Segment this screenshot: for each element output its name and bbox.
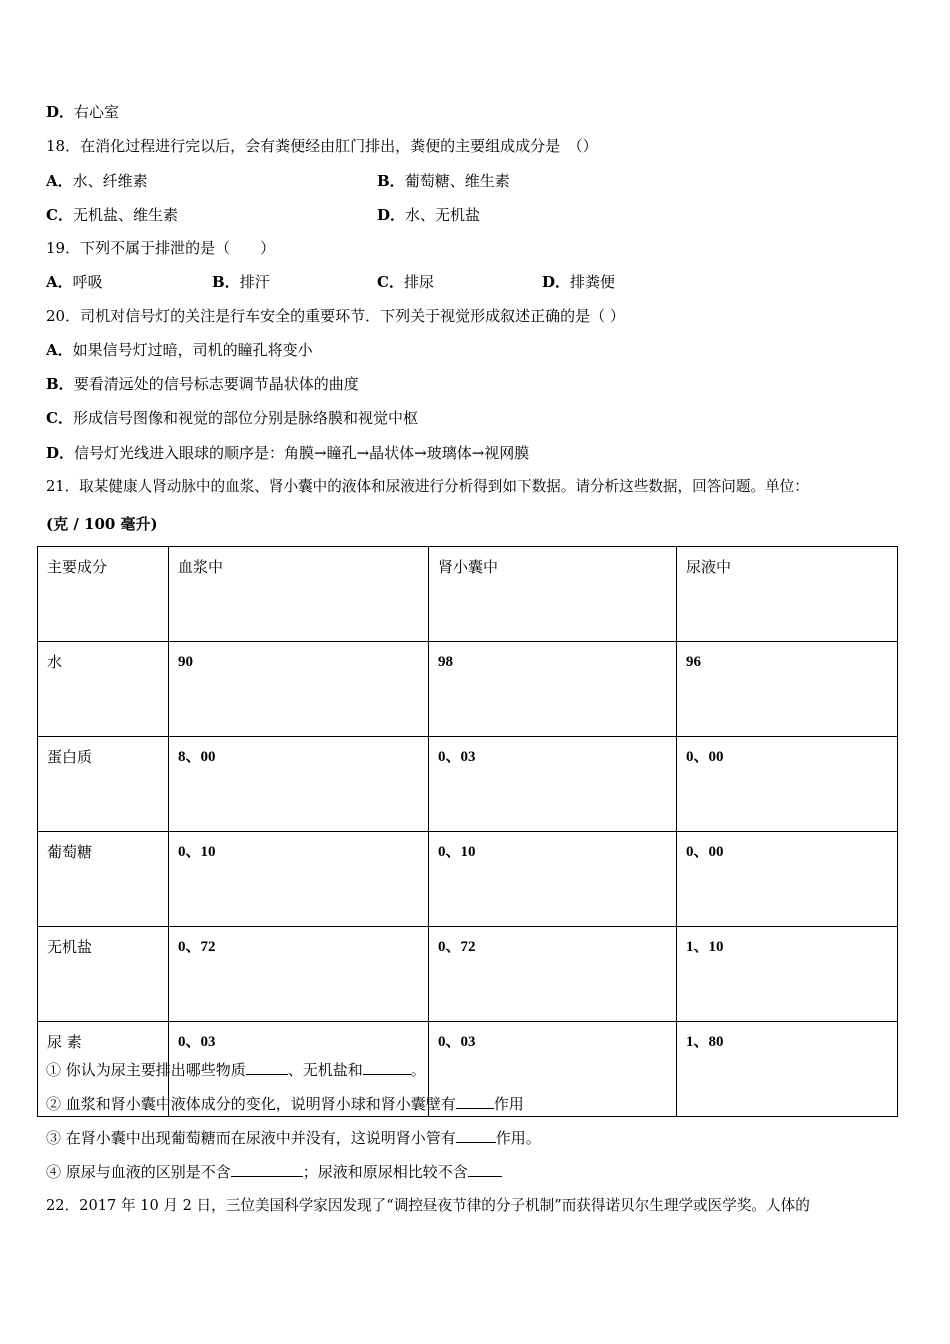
table-header-cell: 尿液中 (677, 547, 898, 642)
q18-stem: 18．在消化过程进行完以后，会有粪便经由肛门排出，粪便的主要组成成分是 （） (46, 137, 598, 155)
table-cell: 0、00 (677, 737, 898, 832)
table-cell: 0、00 (677, 832, 898, 927)
q18-option-b: B．葡萄糖、维生素 (377, 172, 510, 190)
table-cell: 0、10 (429, 832, 677, 927)
table-cell: 1、80 (677, 1022, 898, 1117)
table-header-cell: 肾小囊中 (429, 547, 677, 642)
table-header-row (38, 547, 898, 642)
q21-unit: (克 / 100 毫升) (46, 515, 158, 533)
q19-stem: 19．下列不属于排泄的是（ ） (46, 239, 276, 257)
q21-sub-3: ③ 在肾小囊中出现葡萄糖而在尿液中并没有，这说明肾小管有 作用。 (46, 1129, 541, 1147)
answer-blank[interactable] (231, 1162, 303, 1177)
table-cell: 无机盐 (38, 927, 169, 1022)
q19-option-c: C．排尿 (377, 273, 434, 291)
table-row (38, 642, 898, 737)
q19-option-a: A．呼吸 (46, 273, 103, 291)
q18-option-d: D．水、无机盐 (377, 206, 481, 224)
q20-option-d: D．信号灯光线进入眼球的顺序是：角膜→瞳孔→晶状体→玻璃体→视网膜 (46, 444, 530, 462)
table-row (38, 832, 898, 927)
table-cell: 0、03 (429, 1022, 677, 1117)
table-cell: 葡萄糖 (38, 832, 169, 927)
table-cell: 0、03 (169, 1022, 429, 1117)
q21-stem: 21．取某健康人肾动脉中的血浆、肾小囊中的液体和尿液进行分析得到如下数据。请分析这些数据，回答问题。单位： (46, 478, 809, 495)
answer-blank[interactable] (468, 1162, 502, 1177)
q20-option-b: B．要看清远处的信号标志要调节晶状体的曲度 (46, 375, 359, 393)
q21-data-table (37, 546, 898, 1117)
table-cell: 蛋白质 (38, 737, 169, 832)
table-cell: 0、72 (169, 927, 429, 1022)
q20-option-a: A．如果信号灯过暗，司机的瞳孔将变小 (46, 341, 313, 359)
q19-option-d: D．排粪便 (542, 273, 616, 291)
table-cell: 90 (169, 642, 429, 737)
table-header-cell: 主要成分 (38, 547, 169, 642)
table-cell: 尿 素 (38, 1022, 169, 1117)
q20-stem: 20．司机对信号灯的关注是行车安全的重要环节．下列关于视觉形成叙述正确的是（ ） (46, 307, 625, 325)
table-row (38, 737, 898, 832)
q22-stem: 22．2017 年 10 月 2 日，三位美国科学家因发现了“调控昼夜节律的分子机制”而获得诺贝尔生理学或医学奖。人体的 (46, 1197, 810, 1214)
table-cell: 8、00 (169, 737, 429, 832)
q19-option-b: B．排汗 (212, 273, 270, 291)
table-header-cell: 血浆中 (169, 547, 429, 642)
table-cell: 水 (38, 642, 169, 737)
q18-option-a: A．水、纤维素 (46, 172, 148, 190)
table-cell: 0、10 (169, 832, 429, 927)
table-cell: 0、72 (429, 927, 677, 1022)
table-cell: 96 (677, 642, 898, 737)
table-cell: 1、10 (677, 927, 898, 1022)
q17-option-d: D．右心室 (46, 103, 120, 121)
table-cell: 0、03 (429, 737, 677, 832)
answer-blank[interactable] (456, 1128, 496, 1143)
q21-sub-1: ① 你认为尿主要排出哪些物质 、无机盐和 。 (46, 1061, 426, 1079)
answer-blank[interactable] (456, 1094, 494, 1109)
table-cell: 98 (429, 642, 677, 737)
q18-option-c: C．无机盐、维生素 (46, 206, 178, 224)
table-row (38, 927, 898, 1022)
q21-sub-2: ② 血浆和肾小囊中液体成分的变化，说明肾小球和肾小囊壁有 作用 (46, 1095, 524, 1113)
q21-sub-4: ④ 原尿与血液的区别是不含 ；尿液和原尿相比较不含 (46, 1162, 502, 1182)
answer-blank[interactable] (246, 1060, 288, 1075)
q20-option-c: C．形成信号图像和视觉的部位分别是脉络膜和视觉中枢 (46, 409, 418, 427)
answer-blank[interactable] (363, 1060, 411, 1075)
